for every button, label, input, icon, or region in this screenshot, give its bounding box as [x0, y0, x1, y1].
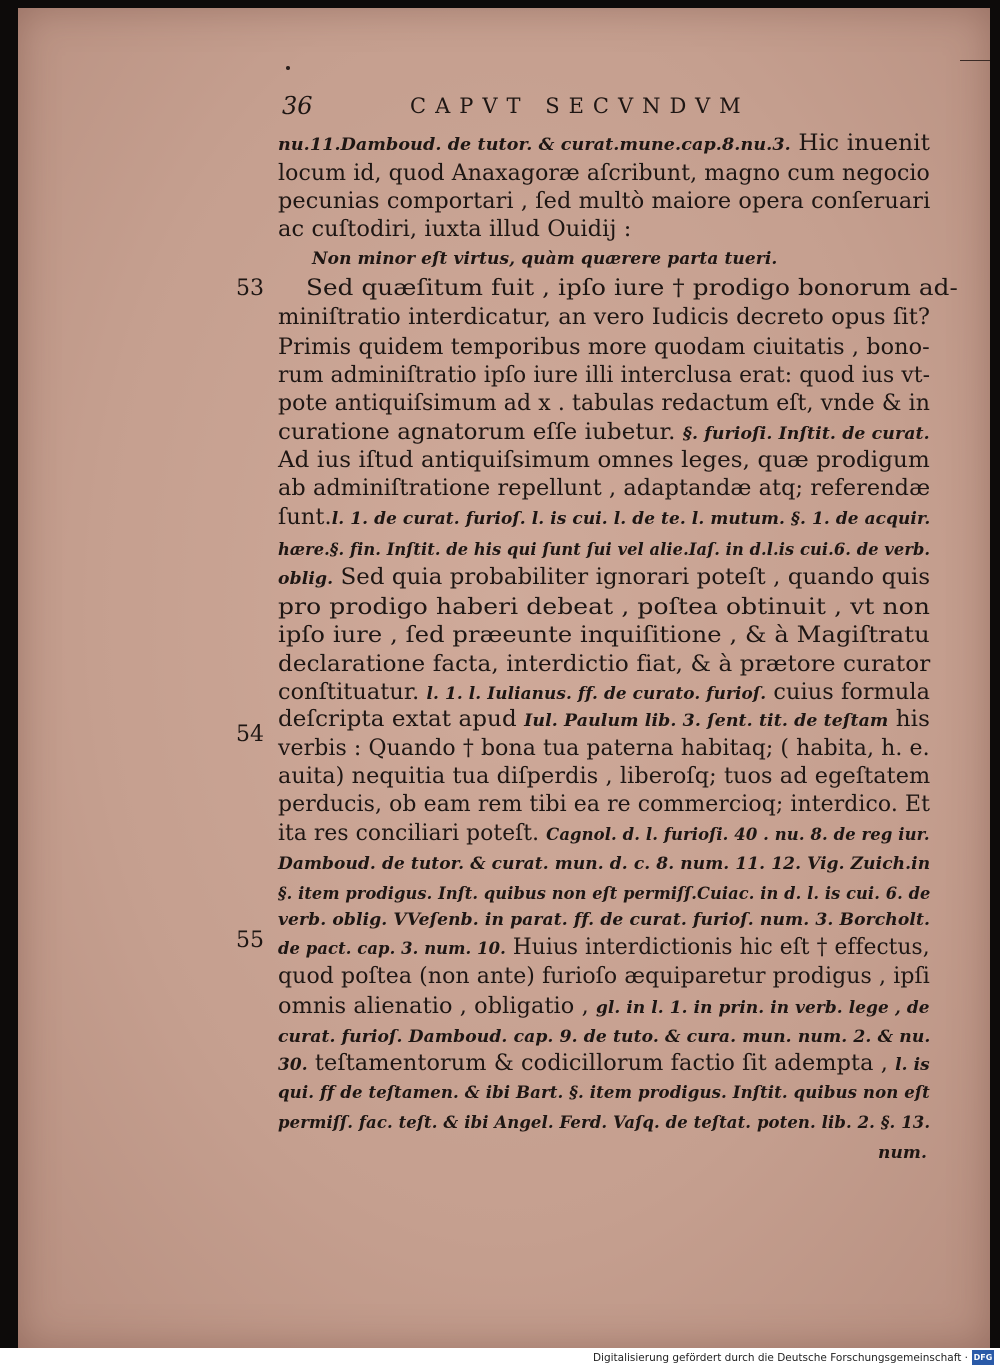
- body-text: Hic inuenit: [790, 130, 931, 156]
- body-text: teſtamentorum & codicillorum factio ſit adempta ,: [307, 1050, 896, 1076]
- text-line: [278, 447, 930, 473]
- citation-text: gl. in l. 1. in prin. in verb. lege , de: [595, 998, 930, 1018]
- citation-text: qui. ff de teſtamen. & ibi Bart. §. item prodigus. Inſtit. quibus non eſt: [278, 1083, 930, 1103]
- text-line: [278, 594, 930, 620]
- body-text: perducis, ob eam rem tibi ea re commercioq; interdico. Et: [278, 791, 930, 817]
- citation-text: l. 1. de curat. furioſ. l. is cui. l. de te. l. mutum. §. 1. de acquir.: [331, 509, 931, 529]
- citation-text: de pact. cap. 3. num. 10.: [278, 939, 506, 959]
- citation-text: §. furioſi. Inſtit. de curat.: [682, 424, 930, 444]
- citation-text: §. item prodigus. Inſt. quibus non eſt permiſſ.Cuiac. in d. l. is cui. 6. de: [278, 884, 931, 904]
- body-text: declaratione facta, interdictio fiat, & à prætore curator: [278, 651, 931, 677]
- citation-text: Damboud. de tutor. & curat. mun. d. c. 8. num. 11. 12. Vig. Zuich.in: [278, 854, 931, 874]
- text-line: [278, 130, 930, 156]
- body-text: ita res conciliari poteſt.: [278, 820, 547, 846]
- body-text: locum id, quod Anaxagoræ aſcribunt, magno cum negocio: [278, 160, 930, 186]
- page-edge-rule: [960, 60, 990, 61]
- text-line: [278, 1108, 930, 1134]
- text-line: [278, 791, 930, 817]
- text-line: [278, 879, 930, 905]
- text-line: [278, 934, 930, 960]
- body-text: omnis alienatio , obligatio ,: [278, 993, 596, 1019]
- text-line: [312, 244, 777, 270]
- text-line: [278, 1050, 930, 1076]
- text-line: [278, 304, 930, 330]
- text-line: [306, 275, 958, 301]
- text-line: [278, 820, 930, 846]
- citation-text: l. 1. l. Iulianus. ff. de curato. furioſ.: [426, 684, 767, 704]
- body-text: deſcripta extat apud: [278, 706, 525, 732]
- body-text: rum adminiſtratio ipſo iure illi interclusa erat: quod ius vt-: [278, 362, 931, 388]
- ink-speck: [286, 66, 290, 70]
- text-line: [278, 622, 930, 648]
- body-text: ac cuſtodiri, iuxta illud Ouidij :: [278, 216, 632, 242]
- body-text: Sed quæſitum fuit , ipſo iure † prodigo bonorum ad-: [306, 275, 958, 301]
- text-line: [278, 651, 930, 677]
- body-text: ipſo iure , ſed præeunte inquiſitione , & à Magiſtratu: [278, 622, 930, 648]
- citation-text: l. is: [895, 1055, 930, 1075]
- text-line: [278, 735, 930, 761]
- text-line: [278, 419, 930, 445]
- citation-text: 30.: [278, 1055, 308, 1075]
- body-text: quod poſtea (non ante) furioſo æquiparetur prodigus , ipſi: [278, 963, 930, 989]
- text-line: [278, 993, 930, 1019]
- body-text: verbis : Quando † bona tua paterna habitaq; ( habita, h. e.: [278, 735, 930, 761]
- margin-number: 53: [236, 276, 264, 301]
- page-number: 36: [282, 92, 313, 120]
- body-text: Primis quidem temporibus more quodam ciuitatis , bono-: [278, 334, 930, 360]
- text-line: [278, 362, 930, 388]
- body-text: ſunt.: [278, 504, 332, 530]
- text-line: [278, 390, 930, 416]
- text-line: [278, 963, 930, 989]
- dfg-logo: DFG: [972, 1350, 994, 1365]
- citation-text: Iul. Paulum lib. 3. ſent. tit. de teſtam: [524, 711, 889, 731]
- text-line: [278, 216, 632, 242]
- text-line: [278, 905, 930, 931]
- text-line: [278, 535, 930, 561]
- text-line: [278, 1022, 930, 1048]
- text-line: [278, 1078, 930, 1104]
- margin-number: 55: [236, 928, 264, 953]
- margin-number: 54: [236, 722, 264, 747]
- citation-text: Non minor eſt virtus, quàm quærere parta tueri.: [312, 249, 778, 269]
- text-line: [278, 763, 930, 789]
- body-text: pecunias comportari , ſed multò maiore opera conſeruari: [278, 188, 931, 214]
- body-text: pro prodigo haberi debeat , poſtea obtinuit , vt non: [278, 594, 931, 620]
- body-text: conſtituatur.: [278, 679, 427, 705]
- text-line: [278, 188, 930, 214]
- citation-text: hære.§. fin. Inſtit. de his qui ſunt ſui vel alie.Iaſ. in d.l.is cui.6. de verb.: [278, 540, 931, 560]
- body-text: cuius formula: [766, 679, 931, 705]
- body-text: miniſtratio interdicatur, an vero Iudicis decreto opus ſit?: [278, 304, 931, 330]
- citation-text: curat. furioſ. Damboud. cap. 9. de tuto. & cura. mun. num. 2. & nu.: [278, 1027, 931, 1047]
- body-text: his: [888, 706, 931, 732]
- body-text: ab adminiſtratione repellunt , adaptandæ atq; referendæ: [278, 475, 931, 501]
- citation-text: nu.11.Damboud. de tutor. & curat.mune.cap.8.nu.3.: [278, 135, 791, 155]
- citation-text: permiſſ. fac. teſt. & ibi Angel. Ferd. Vaſq. de teſtat. poten. lib. 2. §. 13.: [278, 1113, 931, 1133]
- text-line: [278, 504, 930, 530]
- citation-text: num.: [878, 1143, 928, 1163]
- text-line: [278, 160, 930, 186]
- text-line: [278, 564, 930, 590]
- text-line: [278, 475, 930, 501]
- body-text: Huius interdictionis hic eſt † effectus,: [505, 934, 930, 960]
- citation-text: Cagnol. d. l. furioſi. 40 . nu. 8. de reg iur.: [546, 825, 930, 845]
- body-text: curatione agnatorum eſſe iubetur.: [278, 419, 683, 445]
- body-text: pote antiquiſsimum ad x . tabulas redactum eſt, vnde & in: [278, 390, 930, 416]
- text-line: [878, 1138, 927, 1164]
- text-line: [278, 679, 930, 705]
- digitization-credit: Digitalisierung gefördert durch die Deutsche Forschungsgemeinschaft ·: [592, 1352, 968, 1364]
- text-line: [278, 334, 930, 360]
- body-text: Ad ius iſtud antiquiſsimum omnes leges, quæ prodigum: [278, 447, 930, 473]
- text-line: [278, 849, 930, 875]
- running-head: CAPVT SECVNDVM: [410, 94, 750, 118]
- body-text: auita) nequitia tua diſperdis , liberoſq; tuos ad egeſtatem: [278, 763, 931, 789]
- citation-text: verb. oblig. VVeſenb. in parat. ff. de curat. furioſ. num. 3. Borcholt.: [278, 910, 931, 930]
- body-text: Sed quia probabiliter ignorari poteſt , quando quis: [333, 564, 931, 590]
- text-line: [278, 706, 930, 732]
- citation-text: oblig.: [278, 569, 334, 589]
